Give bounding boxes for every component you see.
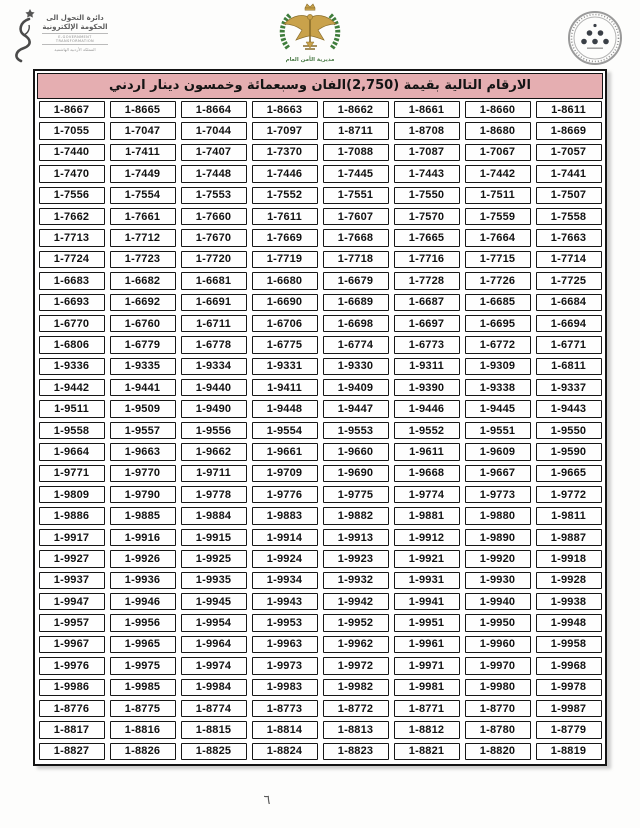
table-row xyxy=(36,313,604,334)
dotted-seal-icon xyxy=(566,9,624,67)
plate-number-cell: 1-6687 xyxy=(394,294,460,311)
plate-number-cell: 1-7554 xyxy=(110,187,176,204)
plate-number-cell: 1-7669 xyxy=(252,229,318,246)
plate-number-cell: 1-9926 xyxy=(110,550,176,567)
plate-number-cell: 1-9442 xyxy=(39,379,105,396)
plate-number-cell: 1-8821 xyxy=(394,743,460,760)
plate-number-cell: 1-8773 xyxy=(252,700,318,717)
plate-number-cell: 1-8669 xyxy=(536,122,602,139)
plate-number-cell: 1-8711 xyxy=(323,122,389,139)
table-row xyxy=(36,398,604,419)
table-row xyxy=(36,270,604,291)
plate-number-cell: 1-9558 xyxy=(39,422,105,439)
table-row xyxy=(36,612,604,633)
plate-number-cell: 1-8775 xyxy=(110,700,176,717)
plate-number-cell: 1-7511 xyxy=(465,187,531,204)
plate-number-cell: 1-9445 xyxy=(465,400,531,417)
plate-number-cell: 1-7720 xyxy=(181,251,247,268)
plate-number-cell: 1-9311 xyxy=(394,358,460,375)
plate-number-cell: 1-7097 xyxy=(252,122,318,139)
table-row xyxy=(36,591,604,612)
plate-number-cell: 1-9923 xyxy=(323,550,389,567)
plate-number-cell: 1-7712 xyxy=(110,229,176,246)
table-row xyxy=(36,227,604,248)
calligraphy-swirl-icon xyxy=(8,5,42,63)
table-row xyxy=(36,548,604,569)
table-row xyxy=(36,356,604,377)
plate-number-cell: 1-7607 xyxy=(323,208,389,225)
plate-number-cell: 1-9971 xyxy=(394,657,460,674)
plate-number-cell: 1-9953 xyxy=(252,614,318,631)
plate-number-cell: 1-9330 xyxy=(323,358,389,375)
plate-number-cell: 1-6774 xyxy=(323,336,389,353)
table-row xyxy=(36,677,604,698)
left-award-logo xyxy=(8,5,112,63)
plate-number-cell: 1-7370 xyxy=(252,144,318,161)
plate-number-cell: 1-7411 xyxy=(110,144,176,161)
plate-number-cell: 1-9335 xyxy=(110,358,176,375)
plate-number-cell: 1-9912 xyxy=(394,529,460,546)
plate-number-cell: 1-9914 xyxy=(252,529,318,546)
plate-number-cell: 1-9556 xyxy=(181,422,247,439)
award-logo-line3: E-GOVERNMENT TRANSFORMATION xyxy=(42,33,108,45)
plate-number-cell: 1-9775 xyxy=(323,486,389,503)
plate-number-cell: 1-9940 xyxy=(465,593,531,610)
plate-number-cell: 1-9924 xyxy=(252,550,318,567)
plate-number-cell: 1-9409 xyxy=(323,379,389,396)
plate-number-cell: 1-9662 xyxy=(181,443,247,460)
plate-number-cell: 1-7716 xyxy=(394,251,460,268)
plate-number-cell: 1-7047 xyxy=(110,122,176,139)
plate-number-cell: 1-6693 xyxy=(39,294,105,311)
plate-number-cell: 1-9331 xyxy=(252,358,318,375)
table-row xyxy=(36,185,604,206)
plate-number-cell: 1-9927 xyxy=(39,550,105,567)
plate-number-cell: 1-8663 xyxy=(252,101,318,118)
plate-number-cell: 1-8827 xyxy=(39,743,105,760)
plate-number-cell: 1-9983 xyxy=(252,679,318,696)
table-row xyxy=(36,505,604,526)
plate-number-cell: 1-9447 xyxy=(323,400,389,417)
plate-number-cell: 1-6698 xyxy=(323,315,389,332)
plate-number-cell: 1-8708 xyxy=(394,122,460,139)
plate-number-cell: 1-7556 xyxy=(39,187,105,204)
plate-number-cell: 1-8812 xyxy=(394,721,460,738)
plate-number-cell: 1-9881 xyxy=(394,507,460,524)
plate-number-cell: 1-9668 xyxy=(394,465,460,482)
plate-number-cell: 1-6689 xyxy=(323,294,389,311)
plate-number-cell: 1-9965 xyxy=(110,636,176,653)
plate-number-cell: 1-9557 xyxy=(110,422,176,439)
plate-number-cell: 1-9778 xyxy=(181,486,247,503)
plate-number-cell: 1-9974 xyxy=(181,657,247,674)
plate-number-cell: 1-9880 xyxy=(465,507,531,524)
plate-number-cell: 1-8770 xyxy=(465,700,531,717)
plate-number-cell: 1-9771 xyxy=(39,465,105,482)
plate-number-cell: 1-6681 xyxy=(181,272,247,289)
table-row xyxy=(36,655,604,676)
plate-number-cell: 1-9660 xyxy=(323,443,389,460)
table-row xyxy=(36,206,604,227)
plate-number-cell: 1-9980 xyxy=(465,679,531,696)
table-row xyxy=(36,527,604,548)
plate-number-cell: 1-6682 xyxy=(110,272,176,289)
plate-number-cell: 1-7559 xyxy=(465,208,531,225)
plate-number-cell: 1-9551 xyxy=(465,422,531,439)
plate-number-cell: 1-9960 xyxy=(465,636,531,653)
plate-number-cell: 1-7665 xyxy=(394,229,460,246)
plate-number-cell: 1-9963 xyxy=(252,636,318,653)
plate-number-cell: 1-7728 xyxy=(394,272,460,289)
plate-number-cell: 1-6692 xyxy=(110,294,176,311)
table-row xyxy=(36,741,604,762)
plate-number-cell: 1-8823 xyxy=(323,743,389,760)
plate-number-cell: 1-9920 xyxy=(465,550,531,567)
plate-number-cell: 1-7441 xyxy=(536,165,602,182)
plate-number-cell: 1-6691 xyxy=(181,294,247,311)
plate-number-cell: 1-9336 xyxy=(39,358,105,375)
plate-number-cell: 1-9611 xyxy=(394,443,460,460)
plate-number-cell: 1-9770 xyxy=(110,465,176,482)
plate-number-cell: 1-9884 xyxy=(181,507,247,524)
plate-number-cell: 1-9664 xyxy=(39,443,105,460)
plate-number-cell: 1-6695 xyxy=(465,315,531,332)
plate-number-cell: 1-6711 xyxy=(181,315,247,332)
plate-number-cell: 1-7724 xyxy=(39,251,105,268)
plate-number-cell: 1-9915 xyxy=(181,529,247,546)
plate-number-cell: 1-9490 xyxy=(181,400,247,417)
plate-number-cell: 1-9925 xyxy=(181,550,247,567)
plate-number-cell: 1-7668 xyxy=(323,229,389,246)
plate-number-cell: 1-7507 xyxy=(536,187,602,204)
plate-number-cell: 1-9954 xyxy=(181,614,247,631)
plate-number-cell: 1-8665 xyxy=(110,101,176,118)
table-row xyxy=(36,441,604,462)
table-title: الارقام التالية بقيمة (2,750)الفان وسبعمائة وخمسون دينار اردني xyxy=(37,73,603,99)
plate-number-cell: 1-9665 xyxy=(536,465,602,482)
plate-number-cell: 1-9309 xyxy=(465,358,531,375)
eagle-wreath-crown-icon xyxy=(272,2,348,56)
plate-number-cell: 1-6680 xyxy=(252,272,318,289)
plate-number-cell: 1-9973 xyxy=(252,657,318,674)
table-row xyxy=(36,163,604,184)
plate-number-cell: 1-9811 xyxy=(536,507,602,524)
table-row xyxy=(36,120,604,141)
plate-number-cell: 1-6697 xyxy=(394,315,460,332)
plate-number-cell: 1-9509 xyxy=(110,400,176,417)
plate-number-cell: 1-8824 xyxy=(252,743,318,760)
plate-number-cell: 1-8819 xyxy=(536,743,602,760)
table-row xyxy=(36,99,604,120)
plate-number-cell: 1-8662 xyxy=(323,101,389,118)
table-row xyxy=(36,292,604,313)
plate-number-cell: 1-6760 xyxy=(110,315,176,332)
plate-number-cell: 1-9661 xyxy=(252,443,318,460)
plate-number-cell: 1-9981 xyxy=(394,679,460,696)
plate-number-cell: 1-9961 xyxy=(394,636,460,653)
plate-number-cell: 1-9942 xyxy=(323,593,389,610)
plate-number-cell: 1-9962 xyxy=(323,636,389,653)
plate-number-cell: 1-7553 xyxy=(181,187,247,204)
plate-number-cell: 1-9709 xyxy=(252,465,318,482)
plate-number-cell: 1-6779 xyxy=(110,336,176,353)
plate-number-cell: 1-7445 xyxy=(323,165,389,182)
plate-number-cell: 1-6684 xyxy=(536,294,602,311)
plate-number-cell: 1-8816 xyxy=(110,721,176,738)
plate-number-cell: 1-9975 xyxy=(110,657,176,674)
plate-number-cell: 1-9887 xyxy=(536,529,602,546)
plate-number-cell: 1-9441 xyxy=(110,379,176,396)
plate-number-cell: 1-9950 xyxy=(465,614,531,631)
plate-number-cell: 1-9411 xyxy=(252,379,318,396)
public-security-emblem xyxy=(270,2,350,64)
plate-number-cell: 1-6679 xyxy=(323,272,389,289)
plate-number-cell: 1-9913 xyxy=(323,529,389,546)
table-row xyxy=(36,484,604,505)
plate-number-cell: 1-7713 xyxy=(39,229,105,246)
plate-number-cell: 1-9882 xyxy=(323,507,389,524)
plate-number-cell: 1-6683 xyxy=(39,272,105,289)
plate-number-cell: 1-9976 xyxy=(39,657,105,674)
plate-number-cell: 1-9609 xyxy=(465,443,531,460)
plate-number-cell: 1-9552 xyxy=(394,422,460,439)
plate-number-cell: 1-9916 xyxy=(110,529,176,546)
plate-number-cell: 1-7670 xyxy=(181,229,247,246)
plate-number-cell: 1-8776 xyxy=(39,700,105,717)
plate-number-cell: 1-9918 xyxy=(536,550,602,567)
plate-number-cell: 1-8667 xyxy=(39,101,105,118)
plate-number-cell: 1-8814 xyxy=(252,721,318,738)
plate-number-cell: 1-9936 xyxy=(110,572,176,589)
plate-number-cell: 1-7057 xyxy=(536,144,602,161)
table-row xyxy=(36,142,604,163)
plate-number-cell: 1-9972 xyxy=(323,657,389,674)
plate-number-cell: 1-9985 xyxy=(110,679,176,696)
plate-number-cell: 1-9334 xyxy=(181,358,247,375)
plate-number-cell: 1-6694 xyxy=(536,315,602,332)
plate-number-cell: 1-9937 xyxy=(39,572,105,589)
plate-number-cell: 1-7443 xyxy=(394,165,460,182)
plate-number-cell: 1-9952 xyxy=(323,614,389,631)
plate-number-cell: 1-7661 xyxy=(110,208,176,225)
plate-number-cell: 1-9948 xyxy=(536,614,602,631)
plate-number-cell: 1-7551 xyxy=(323,187,389,204)
plate-number-cell: 1-9987 xyxy=(536,700,602,717)
page-number: ٦ xyxy=(263,793,271,808)
plate-number-cell: 1-8680 xyxy=(465,122,531,139)
plate-number-cell: 1-6778 xyxy=(181,336,247,353)
table-row xyxy=(36,334,604,355)
plate-number-cell: 1-8815 xyxy=(181,721,247,738)
table-row xyxy=(36,463,604,484)
plate-number-cell: 1-7726 xyxy=(465,272,531,289)
plate-number-cell: 1-9946 xyxy=(110,593,176,610)
plate-number-cell: 1-8780 xyxy=(465,721,531,738)
plate-number-cell: 1-9711 xyxy=(181,465,247,482)
plate-number-cell: 1-9511 xyxy=(39,400,105,417)
plate-number-cell: 1-9970 xyxy=(465,657,531,674)
plate-number-cell: 1-7660 xyxy=(181,208,247,225)
award-logo-line1: دائرة التحول الى xyxy=(46,14,104,22)
table-row xyxy=(36,420,604,441)
plate-number-cell: 1-8817 xyxy=(39,721,105,738)
plate-number-cell: 1-7558 xyxy=(536,208,602,225)
plate-number-cell: 1-8771 xyxy=(394,700,460,717)
plate-number-cell: 1-9978 xyxy=(536,679,602,696)
plate-number-cell: 1-9986 xyxy=(39,679,105,696)
plate-number-cell: 1-9951 xyxy=(394,614,460,631)
plate-number-cell: 1-9890 xyxy=(465,529,531,546)
plate-number-cell: 1-9773 xyxy=(465,486,531,503)
emblem-caption: مديرية الأمن العام xyxy=(285,57,335,63)
plate-number-cell: 1-9690 xyxy=(323,465,389,482)
plate-number-cell: 1-7719 xyxy=(252,251,318,268)
plate-number-cell: 1-6685 xyxy=(465,294,531,311)
plate-number-cell: 1-6806 xyxy=(39,336,105,353)
plate-number-cell: 1-9930 xyxy=(465,572,531,589)
plate-number-cell: 1-9885 xyxy=(110,507,176,524)
plate-number-cell: 1-6811 xyxy=(536,358,602,375)
plate-number-cell: 1-9967 xyxy=(39,636,105,653)
plate-number-cell: 1-9443 xyxy=(536,400,602,417)
plate-number-cell: 1-9957 xyxy=(39,614,105,631)
plate-number-cell: 1-9982 xyxy=(323,679,389,696)
plate-number-cell: 1-7725 xyxy=(536,272,602,289)
table-row xyxy=(36,570,604,591)
plate-number-cell: 1-9790 xyxy=(110,486,176,503)
plate-number-cell: 1-8660 xyxy=(465,101,531,118)
plate-number-cell: 1-6706 xyxy=(252,315,318,332)
round-seal-logo xyxy=(566,9,624,67)
plate-number-cell: 1-9590 xyxy=(536,443,602,460)
plate-number-cell: 1-9931 xyxy=(394,572,460,589)
plate-number-cell: 1-6770 xyxy=(39,315,105,332)
plate-number-cell: 1-8826 xyxy=(110,743,176,760)
table-row xyxy=(36,249,604,270)
plate-number-cell: 1-9938 xyxy=(536,593,602,610)
plate-number-cell: 1-8820 xyxy=(465,743,531,760)
plate-number-cell: 1-7550 xyxy=(394,187,460,204)
plate-table-rows xyxy=(36,99,604,762)
plate-number-cell: 1-7407 xyxy=(181,144,247,161)
plate-number-cell: 1-9667 xyxy=(465,465,531,482)
plate-number-cell: 1-7088 xyxy=(323,144,389,161)
plate-number-cell: 1-9945 xyxy=(181,593,247,610)
plate-number-cell: 1-6771 xyxy=(536,336,602,353)
plate-number-cell: 1-7470 xyxy=(39,165,105,182)
plate-number-cell: 1-7664 xyxy=(465,229,531,246)
plate-number-cell: 1-8664 xyxy=(181,101,247,118)
plate-number-cell: 1-9947 xyxy=(39,593,105,610)
plate-number-cell: 1-7440 xyxy=(39,144,105,161)
plate-number-cell: 1-6773 xyxy=(394,336,460,353)
plate-number-cell: 1-9663 xyxy=(110,443,176,460)
plate-number-cell: 1-9934 xyxy=(252,572,318,589)
plate-number-cell: 1-9554 xyxy=(252,422,318,439)
plate-number-cell: 1-9774 xyxy=(394,486,460,503)
award-logo-line4: المملكة الأردنية الهاشمية xyxy=(54,46,96,52)
plate-number-cell: 1-7087 xyxy=(394,144,460,161)
plate-number-cell: 1-7055 xyxy=(39,122,105,139)
plate-number-cell: 1-9337 xyxy=(536,379,602,396)
plate-number-cell: 1-9956 xyxy=(110,614,176,631)
plate-number-cell: 1-7723 xyxy=(110,251,176,268)
plate-number-cell: 1-7446 xyxy=(252,165,318,182)
plate-number-cell: 1-8813 xyxy=(323,721,389,738)
plate-number-cell: 1-8661 xyxy=(394,101,460,118)
table-row xyxy=(36,719,604,740)
plate-number-cell: 1-6772 xyxy=(465,336,531,353)
plate-number-cell: 1-9883 xyxy=(252,507,318,524)
plate-number-cell: 1-9958 xyxy=(536,636,602,653)
plate-number-cell: 1-9928 xyxy=(536,572,602,589)
plate-number-cell: 1-7044 xyxy=(181,122,247,139)
plate-number-cell: 1-8779 xyxy=(536,721,602,738)
plate-number-cell: 1-7448 xyxy=(181,165,247,182)
plate-number-cell: 1-8825 xyxy=(181,743,247,760)
plate-number-cell: 1-9809 xyxy=(39,486,105,503)
plate-number-cell: 1-9886 xyxy=(39,507,105,524)
plate-number-cell: 1-7442 xyxy=(465,165,531,182)
plate-number-cell: 1-7449 xyxy=(110,165,176,182)
plate-number-cell: 1-9932 xyxy=(323,572,389,589)
plate-number-cell: 1-7570 xyxy=(394,208,460,225)
plate-number-cell: 1-7714 xyxy=(536,251,602,268)
plate-number-cell: 1-9338 xyxy=(465,379,531,396)
plate-number-cell: 1-7663 xyxy=(536,229,602,246)
plate-number-cell: 1-7067 xyxy=(465,144,531,161)
table-row xyxy=(36,634,604,655)
plate-number-cell: 1-9968 xyxy=(536,657,602,674)
plate-number-cell: 1-9776 xyxy=(252,486,318,503)
plate-number-cell: 1-9446 xyxy=(394,400,460,417)
plate-number-cell: 1-9390 xyxy=(394,379,460,396)
plate-number-cell: 1-7718 xyxy=(323,251,389,268)
table-row xyxy=(36,698,604,719)
plate-number-cell: 1-6775 xyxy=(252,336,318,353)
plate-number-cell: 1-9921 xyxy=(394,550,460,567)
award-logo-text xyxy=(42,14,108,52)
plate-number-cell: 1-9772 xyxy=(536,486,602,503)
plate-number-cell: 1-9964 xyxy=(181,636,247,653)
plate-number-cell: 1-9553 xyxy=(323,422,389,439)
plate-number-cell: 1-8774 xyxy=(181,700,247,717)
plate-number-cell: 1-9550 xyxy=(536,422,602,439)
plate-number-cell: 1-9917 xyxy=(39,529,105,546)
plate-number-cell: 1-7611 xyxy=(252,208,318,225)
plate-number-cell: 1-9448 xyxy=(252,400,318,417)
plate-number-cell: 1-9984 xyxy=(181,679,247,696)
plate-numbers-table xyxy=(33,69,607,766)
plate-number-cell: 1-6690 xyxy=(252,294,318,311)
plate-number-cell: 1-7662 xyxy=(39,208,105,225)
plate-number-cell: 1-7715 xyxy=(465,251,531,268)
plate-number-cell: 1-7552 xyxy=(252,187,318,204)
plate-number-cell: 1-9943 xyxy=(252,593,318,610)
table-row xyxy=(36,377,604,398)
plate-number-cell: 1-8611 xyxy=(536,101,602,118)
award-logo-line2: الحكومة الإلكترونية xyxy=(42,22,108,31)
plate-number-cell: 1-9941 xyxy=(394,593,460,610)
plate-number-cell: 1-9440 xyxy=(181,379,247,396)
plate-number-cell: 1-9935 xyxy=(181,572,247,589)
plate-number-cell: 1-8772 xyxy=(323,700,389,717)
